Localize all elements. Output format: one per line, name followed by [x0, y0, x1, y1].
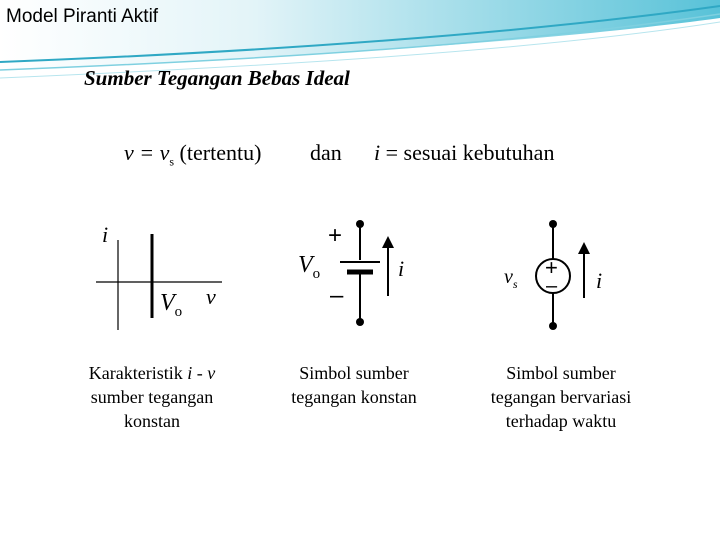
battery-voltage-label: [298, 252, 320, 283]
iv-vo-letter: V: [160, 290, 175, 316]
vsource-voltage-label: [504, 266, 518, 292]
variable-source-caption: [466, 361, 656, 433]
equation-v-part: v = v: [124, 140, 170, 165]
variable-caption-line2: tegangan bervariasi: [490, 387, 632, 407]
vsource-bottom-terminal: [549, 322, 557, 330]
vsource-top-terminal: [549, 220, 557, 228]
battery-minus-sign: –: [330, 282, 344, 309]
iv-vo-label: [160, 290, 182, 321]
iv-caption-line1: Karakteristik i - v: [88, 363, 216, 383]
battery-current-arrowhead: [382, 236, 394, 248]
iv-y-label: i: [102, 222, 109, 247]
battery-top-terminal: [356, 220, 364, 228]
equation-i-var: i: [374, 140, 381, 165]
constant-source-caption: [259, 361, 449, 409]
variable-caption-line1: Simbol sumber: [506, 363, 616, 383]
battery-voltage-sub: o: [312, 265, 321, 282]
vsource-voltage-sub: s: [512, 277, 518, 291]
battery-plus-sign: +: [328, 222, 343, 249]
battery-voltage-letter: V: [298, 252, 313, 278]
vsource-current-label: i: [596, 268, 603, 293]
iv-caption-line2: sumber tegangan: [90, 387, 214, 407]
vsource-minus-sign: –: [546, 275, 558, 297]
battery-current-label: i: [398, 256, 405, 281]
vsource-current-arrowhead: [578, 242, 590, 254]
equation-i-rest: = sesuai kebutuhan: [380, 140, 555, 165]
page-title: Model Piranti Aktif: [6, 6, 159, 27]
constant-caption-line1: Simbol sumber: [299, 363, 409, 383]
equation-connector: dan: [310, 140, 342, 165]
vsource-voltage-letter: v: [504, 266, 513, 288]
section-subtitle: Sumber Tegangan Bebas Ideal: [84, 66, 350, 90]
vsource-plus-sign: +: [545, 255, 558, 280]
equation-v-sub: s: [169, 154, 175, 169]
iv-x-label: v: [206, 284, 216, 309]
iv-vo-sub: o: [174, 303, 183, 320]
variable-caption-line3: terhadap waktu: [505, 411, 617, 431]
constant-caption-line2: tegangan konstan: [291, 387, 417, 407]
battery-bottom-terminal: [356, 318, 364, 326]
iv-caption-line3: konstan: [124, 411, 180, 431]
equation-v-note: (tertentu): [179, 140, 262, 165]
iv-plot-caption: [57, 361, 247, 433]
